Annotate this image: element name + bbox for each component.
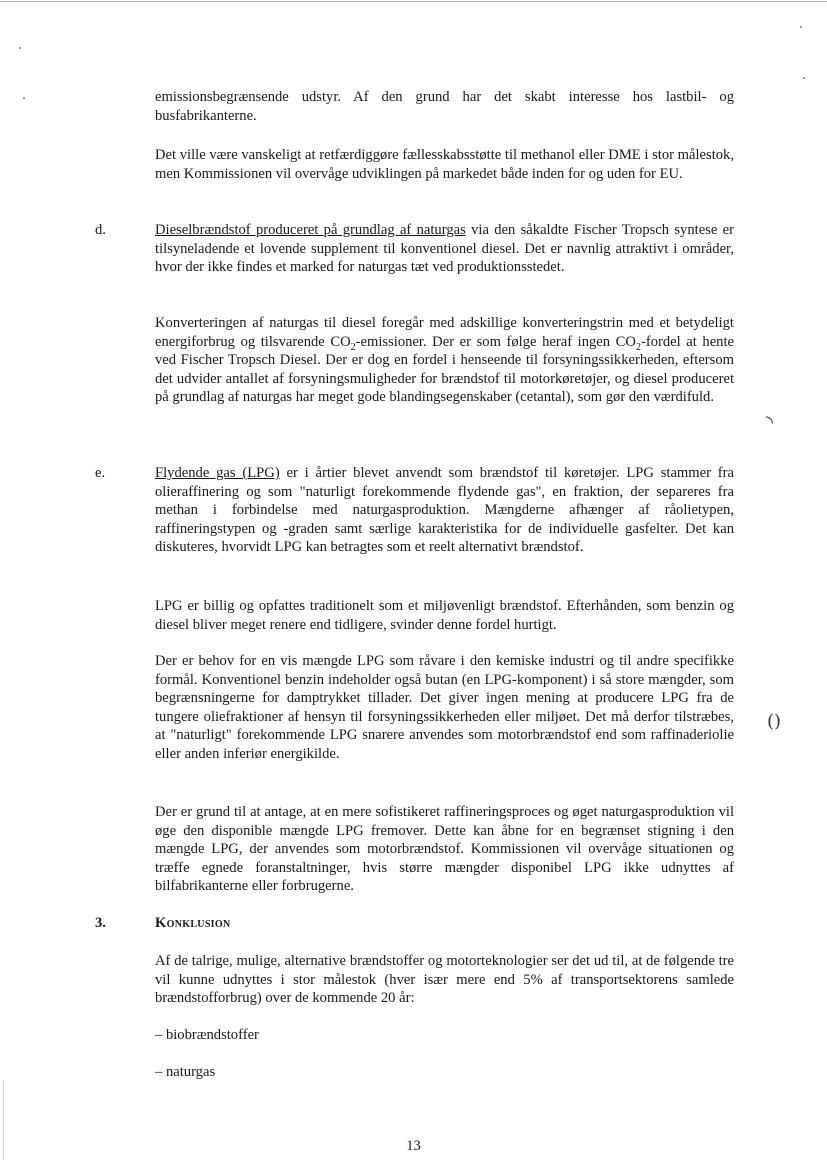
- item-e-heading: Flydende gas (LPG): [155, 465, 280, 481]
- scan-speck: [19, 47, 21, 49]
- scan-speck: [800, 26, 802, 28]
- item-d-text: via den såkaldte Fischer Tropsch syntese er tilsyneladende et lovende supplement til konventionel diesel. Det er navnlig attraktivt i områder, hvor der ikke findes et marked for naturgas tæt ved produktionsstedet.: [155, 222, 734, 275]
- item-d-marker: d.: [95, 222, 106, 238]
- subscript-2: 2: [635, 341, 641, 353]
- list-item-naturgas: – naturgas: [155, 1064, 216, 1080]
- scan-speck: [803, 77, 805, 79]
- item-e-text: er i årtier blevet anvendt som brændstof til køretøjer. LPG stammer fra olieraffinering og som "naturligt forekommende flydende gas", en fraktion, der separeres fra methan i forbindelse med naturgasproduktion. Mængderne afhænger af råolietypen, raffineringstypen og -graden samt særlige karakteristika for de individuelle gasfelter. Det kan diskuteres, hvorvidt LPG kan betragtes som et reelt alternativt brændstof.: [155, 465, 734, 555]
- scan-edge-top: [0, 1, 827, 2]
- paragraph-8: Der er grund til at antage, at en mere sofistikeret raffineringsproces og øget naturgasproduktion vil øge den disponible mængde LPG fremover. Dette kan åbne for en begrænset stigning i den mængde LPG, der anvendes som motorbrændstof. Kommissionen vil overvåge situationen og træffe egnede foranstaltninger, hvis større mængder disponibel LPG ikke udnyttes af bilfabrikanterne eller forbrugerne.: [155, 804, 734, 894]
- paragraph-4-part-b: -emissioner. Der er som følge heraf ingen CO: [355, 333, 636, 350]
- item-d-heading: Dieselbrændstof produceret på grundlag af naturgas: [155, 222, 466, 238]
- item-d-paragraph: [155, 221, 734, 277]
- item-e-marker: e.: [95, 465, 106, 481]
- section-3-title: Konklusion: [155, 915, 231, 931]
- paragraph-4: [155, 314, 734, 407]
- paragraph-4-part-c: -fordel at hente ved Fischer Tropsch Diesel. Der er dog en fordel i henseende til forsyningssikkerheden, eftersom det udvider antallet af forsyningsmuligheder for brændstof til motorkøretøjer, og diesel produceret på grundlag af naturgas har meget gode blandingsegenskaber (cetantal), som gør den værdifuld.: [155, 333, 735, 405]
- subscript-2: 2: [350, 341, 356, 353]
- scan-mark: ◝: [766, 412, 773, 433]
- section-3-number: 3.: [95, 915, 106, 931]
- paragraph-9: Af de talrige, mulige, alternative brændstoffer og motorteknologier ser det ud til, at de følgende tre vil kunne udnyttes i stor målestok (hver især mere end 5% af transportsektorens samlede brændstofforbrug) over de kommende 20 år:: [155, 953, 734, 1006]
- paragraph-6: LPG er billig og opfattes traditionelt som et miljøvenligt brændstof. Efterhånden, som benzin og diesel bliver meget renere end tidligere, svinder denne fordel hurtigt.: [155, 598, 734, 633]
- list-item-biobraendstoffer: – biobrændstoffer: [155, 1027, 259, 1043]
- page-number: 13: [406, 1138, 421, 1154]
- scan-speck: [23, 97, 25, 99]
- scan-mark: (): [767, 711, 782, 732]
- paragraph-4-part-a: Konverteringen af naturgas til diesel foregår med adskillige konverteringstrin med et betydeligt energiforbrug og tilsvarende CO: [155, 315, 734, 350]
- item-e-paragraph: [155, 464, 734, 557]
- paragraph-7: Der er behov for en vis mængde LPG som råvare i den kemiske industri og til andre specifikke formål. Konventionel benzin indeholder også butan (en LPG-komponent) i så store mængder, som begrænsningerne for damptrykket tillader. Det giver ingen mening at producere LPG fra de tungere oliefraktioner af hensyn til forsyningssikkerheden eller miljøet. Det må derfor tilstræbes, at "naturligt" forekommende LPG snarere anvendes som motorbrændstof end som raffinaderiolie eller anden inferiør energikilde.: [155, 653, 734, 762]
- paragraph-2: Det ville være vanskeligt at retfærdiggøre fællesskabsstøtte til methanol eller DME i stor målestok, men Kommissionen vil overvåge udviklingen på markedet både inden for og uden for EU.: [155, 147, 734, 182]
- paragraph-1: emissionsbegrænsende udstyr. Af den grund har det skabt interesse hos lastbil- og busfabrikanterne.: [155, 89, 734, 124]
